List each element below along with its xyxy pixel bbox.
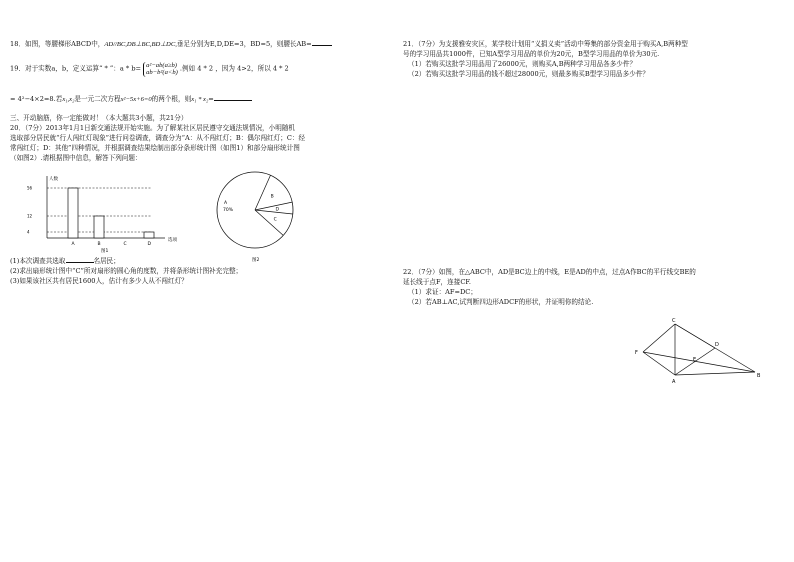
q19-piecewise — [143, 62, 178, 77]
q19-case1: a²−ab(a≥b) — [146, 62, 177, 69]
question-19-line1 — [10, 62, 289, 77]
q22-line-2: 延长线于点F，连接CF. — [403, 278, 472, 286]
q20-line-1: 20．（7分）2013年1月1日新交通法规开始实施。为了解某社区居民遵守交通法规情况，小明随机 — [10, 124, 296, 132]
section-3-heading: 三、开动脑筋，你一定能做对！（本大题共3小题，共21分） — [10, 114, 188, 122]
q19-line2-d: = — [208, 95, 214, 103]
q19-line2-b: 是一元二次方程 — [74, 95, 121, 103]
q22-line-1: 22．（7分）如图，在△ABC中，AD是BC边上的中线，E是AD的中点，过点A作BC的平行线交BE的 — [403, 268, 696, 276]
point-label-f: F — [635, 350, 638, 356]
x-tick-label-C: C — [123, 242, 127, 247]
figure-1-caption: 图1 — [101, 249, 109, 254]
q20-sub-3: (3)如果该社区共有居民1600人，估计有多少人从不闯红灯？ — [10, 277, 188, 285]
q20-line-2: 选取部分居民就“行人闯红灯现象”进行问卷调查，调查分为“A：从不闯红灯；B：偶尔闯红灯；C：经 — [10, 134, 306, 142]
slice-label-B: B — [270, 194, 274, 200]
q19-line2-a: = 4²−4×2=8.若 — [10, 95, 63, 103]
bar-B — [94, 216, 104, 238]
q21-line-2: 号的学习用品共1000件，已知A型学习用品的单价为20元，B型学习用品的单价为30元. — [403, 50, 660, 58]
q20-sub1-b: 名居民； — [93, 257, 120, 265]
q20-sub1-a: (1)本次调查共选取 — [10, 257, 66, 265]
point-label-b: B — [757, 373, 761, 379]
pie-chart-plot — [217, 172, 293, 263]
q19-case2: ab−b²(a<b) — [146, 69, 178, 77]
segment-cd — [675, 324, 715, 348]
y-tick-label: 4 — [27, 229, 30, 235]
q19-roots: x₁,x₂ — [62, 96, 75, 103]
q22-geometry-figure — [630, 315, 770, 387]
q19-answer-blank[interactable] — [214, 100, 252, 101]
point-label-d: D — [715, 342, 719, 348]
q18-suffix: 垂足分别为E,D,DE=3，BD=5，则腰长AB= — [176, 40, 312, 48]
point-label-a: A — [672, 379, 676, 385]
q20-sub1-blank[interactable] — [66, 262, 94, 263]
x-tick-label-A: A — [71, 242, 75, 247]
q19-equation: x²−5x+6=0 — [120, 96, 152, 103]
q20-sub-1 — [10, 258, 120, 266]
point-label-c: C — [672, 318, 676, 324]
bar-A — [68, 188, 78, 238]
bar-chart-plot — [27, 175, 177, 254]
segment-ab — [675, 372, 755, 375]
segment-fc — [643, 324, 675, 352]
y-tick-label: 12 — [27, 213, 33, 219]
pie-chart-figure-2 — [203, 165, 313, 265]
q19-intro: 19．对于实数a，b，定义运算“ * ”：a * b= — [10, 64, 142, 73]
q18-prefix: 18．如图，等腰梯形ABCD中， — [10, 40, 105, 48]
q21-line-3: （1）若购买这批学习用品用了26000元，则购买A,B两种学习用品各多少件？ — [408, 60, 637, 68]
q22-line-3: （1）求证：AF=DC； — [408, 288, 477, 296]
bar-D — [144, 232, 154, 238]
q18-formula: AD//BC,DB⊥BC,BD⊥DC, — [104, 41, 177, 48]
figure-2-caption: 图2 — [252, 258, 260, 263]
bar-chart-figure-1 — [25, 172, 195, 254]
q20-line-3: 常闯红灯；D：其他”四种情况，并根据调查结果绘制出部分条形统计图（如图1）和部分扇形统计图 — [10, 144, 300, 152]
q21-line-1: 21．（7分）为支援雅安灾区，某学校计划用“义捐义卖”活动中筹集的部分资金用于购买A,B两种型 — [403, 40, 688, 48]
y-tick-label: 56 — [27, 185, 33, 191]
x-tick-label-D: D — [147, 242, 151, 247]
slice-label-C: C — [273, 217, 277, 223]
y-axis-label: 人数 — [49, 177, 58, 182]
segment-fa — [643, 352, 675, 375]
x-tick-label-B: B — [97, 242, 101, 247]
question-18 — [10, 41, 332, 49]
q20-sub-2: (2)求出扇形统计图中“C”所对扇形的圆心角的度数，并将条形统计图补充完整； — [10, 267, 243, 275]
q19-line2-c: 的两个根，则 — [151, 95, 192, 103]
slice-label-D: D — [275, 207, 279, 213]
q19-product: x₁ * x₂ — [191, 96, 209, 103]
x-axis-label: 选项 — [168, 238, 177, 243]
q21-line-4: （2）若购买这批学习用品的钱不超过28000元，则最多购买B型学习用品多少件？ — [408, 70, 650, 78]
slice-percent-A: 70% — [223, 208, 234, 213]
q20-line-4: （如图2）.请根据图中信息，解答下列问题： — [10, 154, 142, 162]
point-label-e: E — [693, 357, 697, 363]
slice-label-A: A — [224, 201, 228, 206]
q18-answer-blank[interactable] — [312, 45, 332, 46]
q19-example: .例如 4 * 2 ，因为 4>2，所以 4 * 2 — [179, 64, 289, 73]
q22-line-4: （2）若AB⊥AC,试判断四边形ADCF的形状，并证明你的结论. — [408, 298, 594, 306]
question-19-line2 — [10, 96, 252, 104]
